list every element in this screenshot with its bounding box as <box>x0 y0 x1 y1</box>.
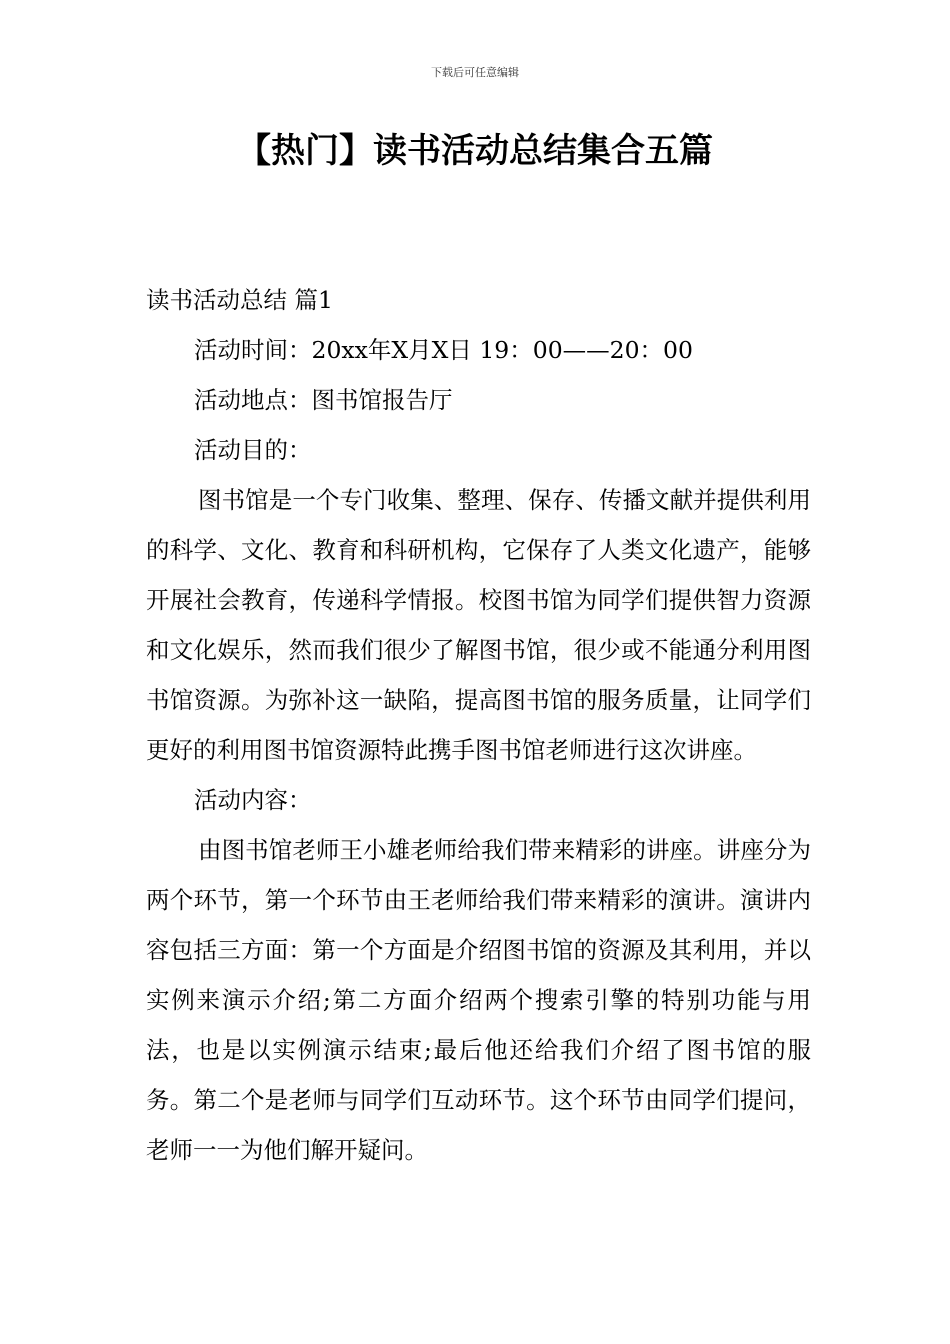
document-title: 【热门】读书活动总结集合五篇 <box>237 131 713 171</box>
activity-purpose-text: 图书馆是一个专门收集、整理、保存、传播文献并提供利用的科学、文化、教育和科研机构，它保存了人类文化遗产，能够开展社会教育，传递科学情报。校图书馆为同学们提供智力资源和文化娱乐，然而我们很少了解图书馆，很少或不能通分利用图书馆资源。为弥补这一缺陷，提高图书馆的服务质量，让同学们更好的利用图书馆资源特此携手图书馆老师进行这次讲座。 <box>146 486 811 764</box>
activity-content-label: 活动内容： <box>194 786 312 814</box>
activity-content-text: 由图书馆老师王小雄老师给我们带来精彩的讲座。讲座分为两个环节，第一个环节由王老师给我们带来精彩的演讲。演讲内容包括三方面：第一个方面是介绍图书馆的资源及其利用，并以实例来演示介绍;第二方面介绍两个搜索引擎的特别功能与用法，也是以实例演示结束;最后他还给我们介绍了图书馆的服务。第二个是老师与同学们互动环节。这个环节由同学们提问，老师一一为他们解开疑问。 <box>146 836 811 1164</box>
activity-time: 活动时间：20xx年X月X日 19：00——20：00 <box>194 336 693 364</box>
header-note: 下载后可任意编辑 <box>431 66 519 79</box>
activity-purpose-label: 活动目的： <box>194 436 312 464</box>
document-body <box>146 275 811 1175</box>
activity-place: 活动地点：图书馆报告厅 <box>194 386 453 414</box>
section-heading: 读书活动总结 篇1 <box>146 286 333 314</box>
